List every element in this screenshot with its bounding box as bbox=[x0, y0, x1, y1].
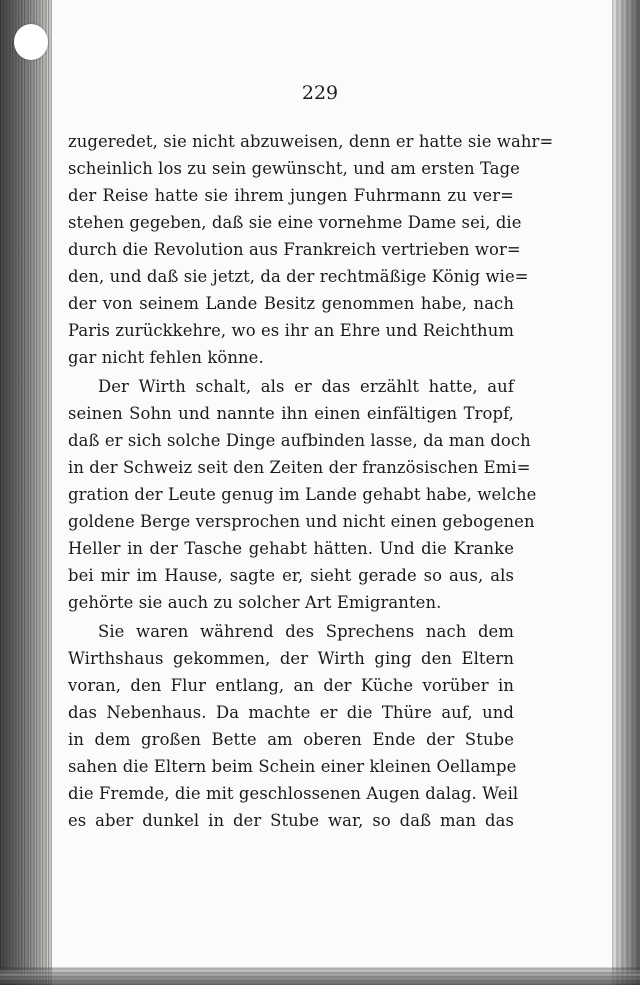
text-line: zugeredet, sie nicht abzuweisen, denn er hatte sie wahr= bbox=[68, 132, 554, 151]
text-line: in der Schweiz seit den Zeiten der französischen Emi= bbox=[68, 458, 531, 477]
text-line: das Nebenhaus. Da machte er die Thüre auf, und bbox=[68, 703, 514, 722]
text-line: gehörte sie auch zu solcher Art Emigranten. bbox=[68, 593, 442, 612]
paragraph bbox=[68, 128, 554, 371]
text-line: Heller in der Tasche gehabt hätten. Und die Kranke bbox=[68, 539, 514, 558]
text-line: sahen die Eltern beim Schein einer kleinen Oellampe bbox=[68, 757, 517, 776]
text-line: in dem großen Bette am oberen Ende der Stube bbox=[68, 730, 514, 749]
text-line: Wirthshaus gekommen, der Wirth ging den Eltern bbox=[68, 649, 514, 668]
text-line: scheinlich los zu sein gewünscht, und am ersten Tage bbox=[68, 159, 520, 178]
text-line: der Reise hatte sie ihrem jungen Fuhrmann zu ver= bbox=[68, 186, 514, 205]
scan-bottom-edge bbox=[0, 967, 640, 985]
paragraph bbox=[68, 618, 519, 834]
punch-hole bbox=[14, 24, 48, 60]
text-line: voran, den Flur entlang, an der Küche vorüber in bbox=[68, 676, 514, 695]
scan-left-edge bbox=[0, 0, 52, 985]
text-line: bei mir im Hause, sagte er, sieht gerade so aus, als bbox=[68, 566, 514, 585]
text-line: gar nicht fehlen könne. bbox=[68, 348, 264, 367]
text-line: es aber dunkel in der Stube war, so daß man das bbox=[68, 811, 514, 830]
text-line: Der Wirth schalt, als er das erzählt hatte, auf bbox=[98, 377, 514, 396]
paragraph bbox=[68, 373, 537, 616]
text-line: Paris zurückkehre, wo es ihr an Ehre und Reichthum bbox=[68, 321, 514, 340]
text-line: die Fremde, die mit geschlossenen Augen dalag. Weil bbox=[68, 784, 519, 803]
scan-right-edge bbox=[612, 0, 640, 985]
text-line: goldene Berge versprochen und nicht einen gebogenen bbox=[68, 512, 535, 531]
text-line: Sie waren während des Sprechens nach dem bbox=[98, 622, 514, 641]
page-number: 229 bbox=[301, 82, 339, 104]
text-line: durch die Revolution aus Frankreich vertrieben wor= bbox=[68, 240, 521, 259]
text-line: der von seinem Lande Besitz genommen habe, nach bbox=[68, 294, 514, 313]
text-line: stehen gegeben, daß sie eine vornehme Dame sei, die bbox=[68, 213, 522, 232]
body-text bbox=[68, 128, 554, 834]
text-line: daß er sich solche Dinge aufbinden lasse, da man doch bbox=[68, 431, 531, 450]
text-line: seinen Sohn und nannte ihn einen einfältigen Tropf, bbox=[68, 404, 514, 423]
text-line: den, und daß sie jetzt, da der rechtmäßige König wie= bbox=[68, 267, 529, 286]
text-line: gration der Leute genug im Lande gehabt habe, welche bbox=[68, 485, 537, 504]
